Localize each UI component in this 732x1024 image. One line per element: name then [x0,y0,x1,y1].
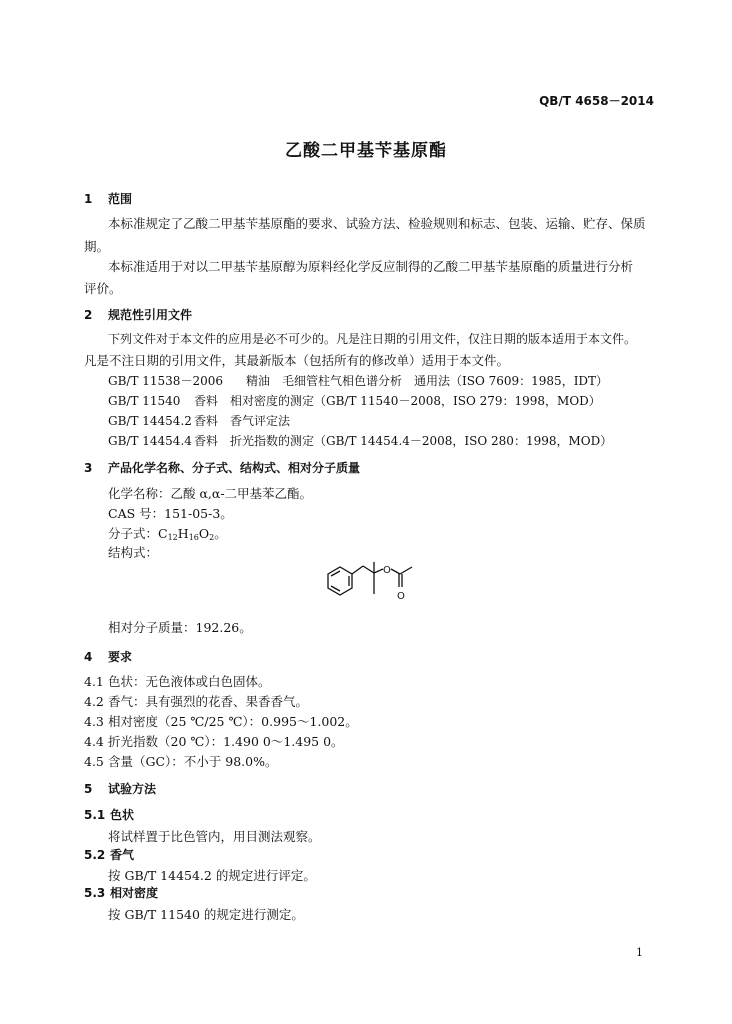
reference-code: GB/T 11538－2006 [108,374,223,388]
standard-code: QB/T 4658－2014 [539,94,654,108]
reference-description: 香料 相对密度的测定（GB/T 11540－2008，ISO 279：1998，MOD） [194,394,601,408]
formula-element: O [198,526,210,541]
requirement-item [84,732,344,750]
ch2-bond [352,566,363,574]
reference-item [108,432,612,449]
section-5-heading [84,780,156,797]
item-number: 4.5 [84,754,104,769]
section-number: 4 [84,650,93,664]
reference-item [108,372,608,389]
section-number: 2 [84,308,93,322]
item-number: 4.3 [84,714,104,729]
cas-number: CAS 号：151-05-3。 [108,506,233,521]
paragraph: 按 GB/T 14454.2 的规定进行评定。 [108,868,316,883]
subsection-heading [84,806,134,823]
item-text: 色状：无色液体或白色固体。 [108,674,271,689]
paragraph: 评价。 [84,281,122,296]
paragraph: 本标准适用于对以二甲基苄基原醇为原料经化学反应制得的乙酸二甲基苄基原酯的质量进行分析 [108,259,634,274]
section-title: 要求 [108,650,133,664]
reference-code: GB/T 14454.2 [108,414,192,428]
section-4-heading [84,648,132,665]
paragraph: 本标准规定了乙酸二甲基苄基原酯的要求、试验方法、检验规则和标志、包装、运输、贮存、保质 [108,216,646,231]
paragraph: 期。 [84,239,110,254]
requirement-item [84,712,358,730]
section-2-heading [84,306,192,323]
molecular-weight: 相对分子质量：192.26。 [108,620,252,635]
molecular-formula [108,524,227,542]
section-number: 3 [84,461,93,475]
ester-oxygen: O [383,565,391,576]
reference-code: GB/T 14454.4 [108,434,192,448]
reference-item [108,392,601,409]
item-text: 相对密度（25 ℃/25 ℃）：0.995～1.002。 [108,714,358,729]
item-number: 4.4 [84,734,104,749]
requirement-item [84,672,271,690]
formula-subscript: 12 [167,533,178,542]
section-number: 1 [84,192,93,206]
item-number: 4.1 [84,674,104,689]
paragraph: 将试样置于比色管内，用目测法观察。 [108,829,321,844]
item-text: 折光指数（20 ℃）：1.490 0～1.495 0。 [108,734,344,749]
structure-label: 结构式： [108,545,159,560]
subsection-heading [84,884,158,901]
section-number: 5 [84,782,93,796]
requirement-item [84,692,308,710]
section-title: 范围 [108,192,133,206]
subsection-title: 香气 [110,848,135,862]
reference-code: GB/T 11540 [108,394,181,408]
subsection-title: 色状 [110,808,135,822]
reference-description: 香料 折光指数的测定（GB/T 14454.4－2008，ISO 280：1998，MOD） [194,434,613,448]
item-number: 4.2 [84,694,104,709]
formula-element: H [177,526,189,541]
document-title: 乙酸二甲基苄基原酯 [285,141,447,161]
subsection-number: 5.2 [84,848,106,862]
structural-formula [316,560,428,612]
ester-bond [374,569,383,573]
chemical-name: 化学名称：乙酸 α,α-二甲基苯乙酯。 [108,486,313,501]
paragraph: 下列文件对于本文件的应用是必不可少的。凡是注日期的引用文件，仅注日期的版本适用于本文件。 [108,332,637,346]
subsection-number: 5.1 [84,808,106,822]
paragraph: 凡是不注日期的引用文件，其最新版本（包括所有的修改单）适用于本文件。 [84,353,510,368]
paragraph: 按 GB/T 11540 的规定进行测定。 [108,907,304,922]
formula-end: 。 [214,526,227,541]
subsection-heading [84,846,134,863]
formula-subscript: 16 [188,533,199,542]
section-title: 规范性引用文件 [108,308,193,322]
subsection-number: 5.3 [84,886,106,900]
formula-subscript: 2 [209,533,215,542]
acetyl-methyl-bond [400,567,412,574]
section-title: 试验方法 [108,782,157,796]
item-text: 香气：具有强烈的花香、果香香气。 [108,694,309,709]
section-3-heading [84,459,360,476]
section-title: 产品化学名称、分子式、结构式、相对分子质量 [108,461,361,475]
formula-element: C [158,526,168,541]
reference-description: 精油 毛细管柱气相色谱分析 通用法（ISO 7609：1985，IDT） [246,374,609,388]
carbonyl-oxygen: O [397,591,405,602]
chain-bond [363,566,374,573]
formula-label: 分子式： [108,526,159,541]
reference-description: 香料 香气评定法 [194,414,291,428]
section-1-heading [84,190,132,207]
reference-item [108,412,290,429]
item-text: 含量（GC）：不小于 98.0%。 [108,754,278,769]
ester-bond [391,569,400,574]
subsection-title: 相对密度 [110,886,159,900]
page-number: 1 [636,946,643,959]
requirement-item [84,752,277,770]
